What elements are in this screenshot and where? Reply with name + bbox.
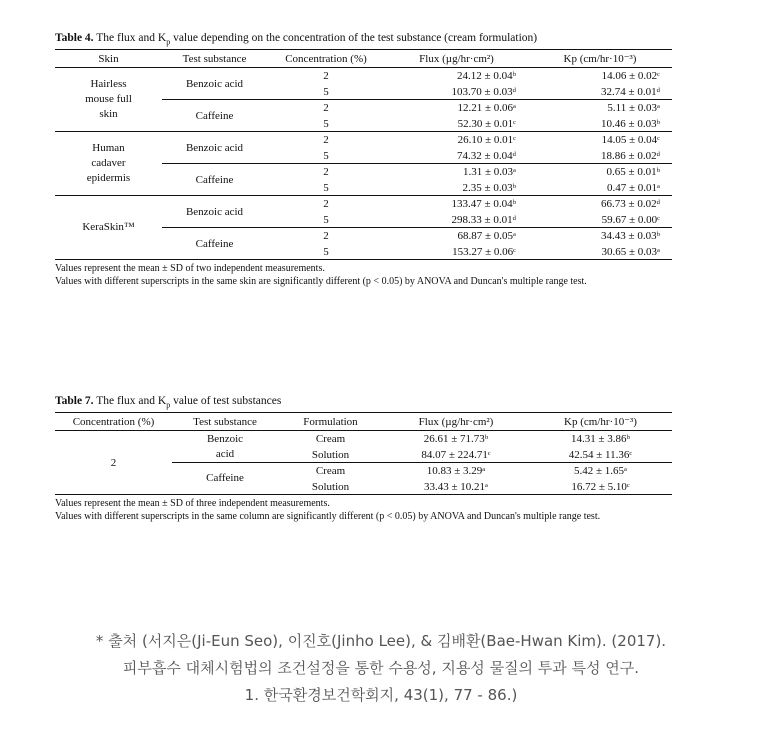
flux-cell: 33.43 ± 10.21ᵃ bbox=[423, 480, 489, 493]
concentration-cell: 5 bbox=[323, 149, 329, 162]
substance-cell: Benzoic acid bbox=[206, 432, 244, 460]
column-header: Kp (cm/hr·10⁻³) bbox=[564, 416, 637, 429]
concentration-cell: 5 bbox=[323, 85, 329, 98]
kp-cell: 32.74 ± 0.01ᵈ bbox=[601, 85, 660, 98]
kp-cell: 14.05 ± 0.04ᶜ bbox=[601, 134, 660, 147]
substance-cell: Caffeine bbox=[195, 109, 234, 122]
concentration-cell: 5 bbox=[323, 213, 329, 226]
column-header: Test substance bbox=[193, 415, 257, 428]
skin-cell: Hairless mouse full skin bbox=[85, 78, 132, 121]
formulation-cell: Cream bbox=[315, 433, 346, 446]
substance-cell: Caffeine bbox=[195, 237, 234, 250]
column-header: Skin bbox=[98, 52, 119, 65]
table-note: Values with different superscripts in the same skin are significantly different (p < 0.05) by ANOVA and Duncan's multiple range test. bbox=[55, 275, 587, 287]
formulation-cell: Cream bbox=[315, 465, 346, 478]
table-7 bbox=[55, 395, 672, 523]
flux-cell: 26.61 ± 71.73ᵇ bbox=[423, 433, 489, 446]
flux-cell: 1.31 ± 0.03ᵃ bbox=[462, 166, 516, 179]
flux-cell: 52.30 ± 0.01ᶜ bbox=[457, 117, 516, 130]
kp-cell: 5.11 ± 0.03ᵃ bbox=[607, 102, 660, 115]
kp-cell: 14.31 ± 3.86ᵇ bbox=[571, 433, 630, 446]
flux-cell: 84.07 ± 224.71ᶜ bbox=[421, 448, 491, 461]
concentration-cell: 5 bbox=[323, 181, 329, 194]
concentration-cell: 2 bbox=[323, 198, 329, 211]
formulation-cell: Solution bbox=[311, 448, 350, 461]
kp-cell: 42.54 ± 11.36ᶜ bbox=[568, 448, 633, 461]
table-row bbox=[55, 132, 672, 148]
flux-cell: 10.83 ± 3.29ᵃ bbox=[426, 465, 486, 478]
kp-cell: 16.72 ± 5.10ᶜ bbox=[571, 480, 630, 493]
column-header: Test substance bbox=[182, 52, 247, 65]
table-7-caption: Table 7. The flux and $K_p$ value of test substances bbox=[55, 395, 282, 410]
flux-cell: 133.47 ± 0.04ᵇ bbox=[451, 198, 516, 211]
concentration-cell: 2 bbox=[323, 230, 329, 243]
flux-cell: 74.32 ± 0.04ᵈ bbox=[457, 149, 516, 162]
kp-cell: 0.47 ± 0.01ᵃ bbox=[606, 181, 660, 194]
kp-cell: 10.46 ± 0.03ᵇ bbox=[601, 117, 660, 130]
flux-cell: 153.27 ± 0.06ᶜ bbox=[452, 245, 516, 258]
table-4-caption: Table 4. The flux and $K_p$ value depending on the concentration of the test substance (cream formulation) bbox=[55, 32, 538, 47]
kp-cell: 59.67 ± 0.00ᶜ bbox=[601, 213, 660, 226]
flux-cell: 298.33 ± 0.01ᵈ bbox=[451, 213, 516, 226]
kp-cell: 0.65 ± 0.01ᵇ bbox=[606, 166, 660, 179]
skin-cell: KeraSkin™ bbox=[82, 221, 135, 234]
table-row bbox=[55, 68, 672, 84]
flux-cell: 2.35 ± 0.03ᵇ bbox=[462, 181, 516, 194]
substance-cell: Caffeine bbox=[206, 472, 244, 485]
flux-cell: 26.10 ± 0.01ᶜ bbox=[457, 134, 516, 147]
table-note: Values with different superscripts in the same column are significantly different (p < 0.05) by ANOVA and Duncan's multiple range test. bbox=[55, 510, 601, 522]
column-header: Flux (µg/hr·cm²) bbox=[419, 52, 494, 65]
column-header: Concentration (%) bbox=[285, 52, 367, 65]
skin-cell: Human cadaver epidermis bbox=[86, 142, 131, 185]
kp-cell: 18.86 ± 0.02ᵈ bbox=[601, 149, 660, 162]
kp-cell: 66.73 ± 0.02ᵈ bbox=[601, 198, 660, 211]
concentration-cell: 5 bbox=[323, 117, 329, 130]
concentration-cell: 2 bbox=[323, 134, 329, 147]
source-line: 1. 한국환경보건학회지, 43(1), 77 - 86.) bbox=[244, 686, 518, 704]
flux-cell: 103.70 ± 0.03ᵈ bbox=[451, 85, 516, 98]
table-row bbox=[55, 431, 672, 447]
source-line: * 출처 (서지은(Ji-Eun Seo), 이진호(Jinho Lee), & 김배환(Bae-Hwan Kim). (2017). bbox=[95, 632, 667, 650]
substance-cell: Benzoic acid bbox=[185, 141, 244, 154]
substance-cell: Benzoic acid bbox=[185, 77, 244, 90]
kp-cell: 5.42 ± 1.65ᵃ bbox=[573, 465, 628, 478]
table-7-grid bbox=[55, 412, 672, 495]
kp-cell: 34.43 ± 0.03ᵇ bbox=[601, 230, 660, 243]
concentration-cell: 2 bbox=[323, 102, 329, 115]
source-citation bbox=[0, 628, 762, 709]
formulation-cell: Solution bbox=[311, 480, 350, 493]
column-header: Concentration (%) bbox=[72, 415, 155, 428]
column-header: Flux (µg/hr·cm²) bbox=[418, 415, 494, 428]
table-4 bbox=[55, 32, 672, 288]
flux-cell: 68.87 ± 0.05ᵃ bbox=[457, 230, 516, 243]
flux-cell: 24.12 ± 0.04ᵇ bbox=[457, 70, 516, 83]
concentration-cell: 2 bbox=[323, 166, 329, 179]
table-note: Values represent the mean ± SD of three independent measurements. bbox=[55, 498, 330, 510]
concentration-cell: 2 bbox=[110, 456, 117, 469]
table-4-grid bbox=[55, 49, 672, 260]
table-note: Values represent the mean ± SD of two independent measurements. bbox=[55, 263, 325, 275]
substance-cell: Benzoic acid bbox=[185, 205, 244, 218]
table-7-notes bbox=[55, 498, 672, 523]
table-row bbox=[55, 196, 672, 212]
table-4-notes bbox=[55, 263, 672, 288]
kp-cell: 30.65 ± 0.03ᵃ bbox=[601, 245, 660, 258]
kp-cell: 14.06 ± 0.02ᶜ bbox=[601, 70, 660, 83]
column-header: Formulation bbox=[303, 415, 358, 428]
column-header: Kp (cm/hr·10⁻³) bbox=[563, 53, 637, 66]
substance-cell: Caffeine bbox=[195, 173, 234, 186]
flux-cell: 12.21 ± 0.06ᵃ bbox=[457, 102, 516, 115]
source-line: 피부흡수 대체시험법의 조건설정을 통한 수용성, 지용성 물질의 투과 특성 연구. bbox=[122, 659, 640, 677]
concentration-cell: 2 bbox=[323, 70, 329, 83]
concentration-cell: 5 bbox=[323, 245, 329, 258]
